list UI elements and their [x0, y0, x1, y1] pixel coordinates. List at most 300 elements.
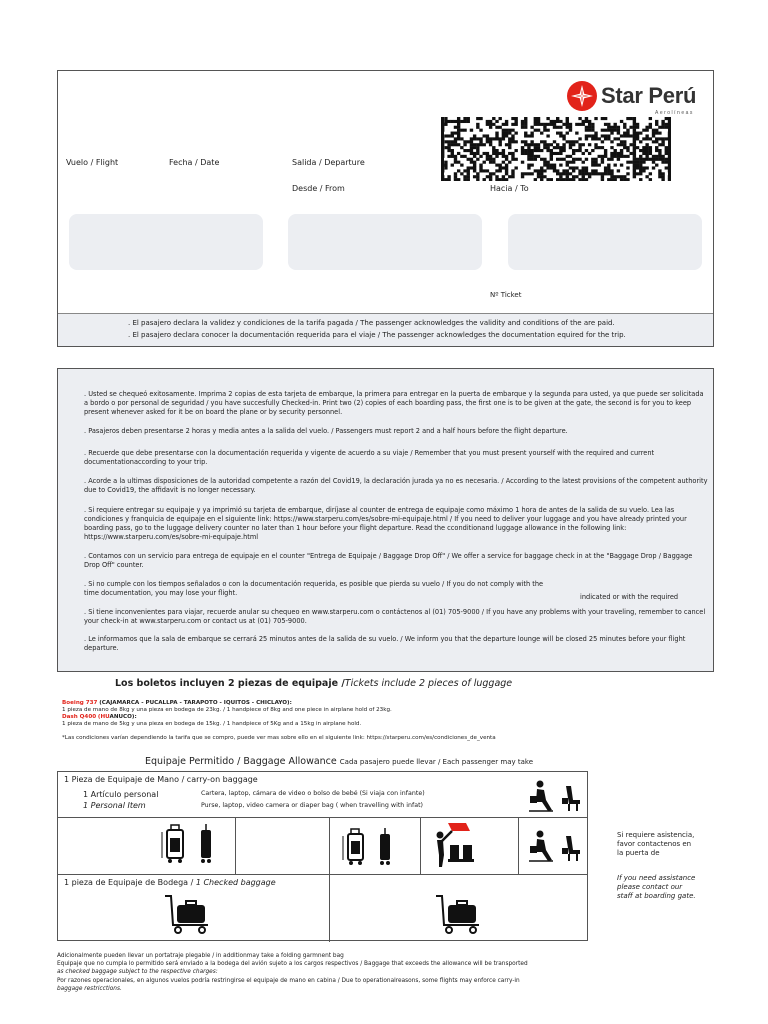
barcode-module	[546, 164, 549, 167]
barcode-module	[633, 161, 636, 164]
barcode-module	[566, 169, 569, 172]
barcode-module	[486, 134, 489, 137]
barcode-module	[594, 137, 597, 140]
barcode-module	[508, 152, 511, 155]
barcode-module	[543, 164, 546, 167]
barcode-module	[661, 172, 664, 175]
barcode-module	[489, 120, 492, 123]
barcode-module	[585, 126, 588, 129]
barcode-module	[495, 152, 498, 155]
barcode-module	[636, 166, 639, 169]
barcode-module	[511, 129, 514, 132]
barcode-module	[505, 158, 508, 161]
barcode-module	[463, 140, 466, 143]
barcode-module	[546, 149, 549, 152]
barcode-module	[546, 178, 549, 181]
barcode-module	[620, 155, 623, 158]
barcode-module	[502, 134, 505, 137]
barcode-module	[626, 172, 629, 175]
barcode-module	[524, 152, 527, 155]
barcode-module	[604, 117, 607, 120]
to-label: Hacia / To	[490, 184, 529, 193]
barcode-module	[572, 149, 575, 152]
barcode-module	[642, 129, 645, 132]
barcode-module	[578, 169, 581, 172]
barcode-module	[447, 140, 450, 143]
barcode-module	[543, 129, 546, 132]
barcode-module	[467, 166, 470, 169]
barcode-module	[444, 140, 447, 143]
barcode-module	[540, 169, 543, 172]
barcode-module	[463, 120, 466, 123]
barcode-module	[617, 158, 620, 161]
barcode-module	[594, 169, 597, 172]
barcode-module	[492, 117, 495, 120]
overhead-bin-icon	[430, 821, 480, 869]
barcode-module	[604, 134, 607, 137]
barcode-module	[556, 143, 559, 146]
barcode-module	[566, 172, 569, 175]
barcode-module	[607, 126, 610, 129]
barcode-module	[661, 155, 664, 158]
barcode-module	[645, 137, 648, 140]
barcode-module	[636, 164, 639, 167]
barcode-module	[511, 152, 514, 155]
barcode-module	[594, 158, 597, 161]
table-divider	[58, 874, 587, 875]
barcode-module	[537, 143, 540, 146]
barcode-module	[629, 126, 632, 129]
barcode-module	[610, 169, 613, 172]
barcode-image	[441, 117, 671, 181]
barcode-module	[633, 120, 636, 123]
barcode-module	[527, 172, 530, 175]
barcode-module	[492, 149, 495, 152]
barcode-module	[476, 137, 479, 140]
barcode-module	[566, 120, 569, 123]
barcode-module	[665, 146, 668, 149]
barcode-module	[553, 140, 556, 143]
barcode-module	[514, 158, 517, 161]
barcode-module	[655, 129, 658, 132]
barcode-module	[447, 143, 450, 146]
barcode-module	[553, 146, 556, 149]
barcode-module	[508, 129, 511, 132]
barcode-module	[543, 161, 546, 164]
barcode-module	[639, 178, 642, 181]
barcode-module	[636, 146, 639, 149]
barcode-module	[578, 143, 581, 146]
barcode-module	[521, 140, 524, 143]
barcode-module	[582, 143, 585, 146]
barcode-module	[483, 178, 486, 181]
barcode-module	[511, 134, 514, 137]
barcode-module	[620, 120, 623, 123]
barcode-module	[585, 149, 588, 152]
barcode-module	[499, 152, 502, 155]
barcode-module	[444, 123, 447, 126]
barcode-module	[486, 123, 489, 126]
barcode-module	[479, 143, 482, 146]
barcode-module	[569, 166, 572, 169]
barcode-module	[626, 132, 629, 135]
barcode-module	[543, 123, 546, 126]
barcode-module	[620, 149, 623, 152]
barcode-module	[626, 161, 629, 164]
barcode-module	[623, 132, 626, 135]
barcode-module	[540, 172, 543, 175]
barcode-module	[585, 129, 588, 132]
barcode-module	[524, 143, 527, 146]
barcode-module	[658, 152, 661, 155]
personal-item-es: 1 Artículo personal	[83, 790, 159, 799]
barcode-module	[610, 146, 613, 149]
barcode-module	[566, 155, 569, 158]
info-item-7: . Si no cumple con los tiempos señalados o con la documentación requerida, es posible que pierda su vuelo / If you do not comply with the time documentation, you may lose your flight.	[84, 580, 544, 597]
barcode-module	[540, 123, 543, 126]
dash-allowance: 1 pieza de mano de 5kg y una pieza en bodega de 15kg. / 1 handpiece of 5Kg and a 15kg in airplane hold.	[62, 721, 362, 727]
barcode-module	[511, 172, 514, 175]
barcode-module	[451, 149, 454, 152]
barcode-module	[562, 143, 565, 146]
barcode-module	[649, 152, 652, 155]
barcode-module	[479, 169, 482, 172]
info-item-3: . Recuerde que debe presentarse con la documentación requerida y vigente de acuerdo a su viaje / Remember that you must present yourself with the required and current documentationaccording to your trip.	[84, 449, 655, 466]
barcode-module	[537, 117, 540, 120]
barcode-module	[661, 137, 664, 140]
barcode-module	[620, 175, 623, 178]
barcode-module	[598, 172, 601, 175]
barcode-module	[649, 158, 652, 161]
barcode-module	[566, 132, 569, 135]
barcode-module	[470, 152, 473, 155]
barcode-module	[556, 158, 559, 161]
barcode-module	[633, 137, 636, 140]
barcode-module	[575, 175, 578, 178]
passenger-bag-under-seat-icon	[528, 830, 554, 862]
barcode-module	[530, 164, 533, 167]
barcode-module	[578, 123, 581, 126]
barcode-module	[588, 143, 591, 146]
barcode-module	[467, 175, 470, 178]
barcode-module	[470, 149, 473, 152]
barcode-module	[540, 132, 543, 135]
barcode-module	[508, 137, 511, 140]
barcode-module	[601, 178, 604, 181]
barcode-module	[502, 175, 505, 178]
barcode-module	[479, 155, 482, 158]
barcode-module	[559, 152, 562, 155]
barcode-module	[495, 132, 498, 135]
barcode-module	[655, 146, 658, 149]
baggage-table	[57, 771, 588, 941]
barcode-module	[470, 137, 473, 140]
barcode-module	[476, 158, 479, 161]
barcode-module	[521, 146, 524, 149]
barcode-module	[588, 129, 591, 132]
ticket-footer	[58, 313, 713, 346]
barcode-module	[502, 178, 505, 181]
barcode-module	[495, 137, 498, 140]
barcode-module	[623, 178, 626, 181]
barcode-module	[511, 155, 514, 158]
barcode-module	[556, 172, 559, 175]
barcode-module	[553, 164, 556, 167]
barcode-module	[601, 117, 604, 120]
barcode-module	[562, 172, 565, 175]
barcode-module	[511, 175, 514, 178]
barcode-module	[463, 169, 466, 172]
barcode-module	[562, 137, 565, 140]
barcode-module	[617, 152, 620, 155]
barcode-module	[457, 132, 460, 135]
barcode-module	[658, 158, 661, 161]
barcode-module	[476, 172, 479, 175]
barcode-module	[566, 175, 569, 178]
barcode-module	[665, 137, 668, 140]
barcode-module	[661, 140, 664, 143]
barcode-module	[489, 175, 492, 178]
barcode-module	[601, 134, 604, 137]
barcode-module	[559, 134, 562, 137]
barcode-module	[591, 149, 594, 152]
barcode-module	[626, 149, 629, 152]
barcode-module	[569, 178, 572, 181]
barcode-module	[582, 166, 585, 169]
barcode-module	[460, 172, 463, 175]
barcode-module	[534, 155, 537, 158]
barcode-module	[620, 143, 623, 146]
barcode-module	[610, 126, 613, 129]
date-label: Fecha / Date	[169, 158, 220, 167]
barcode-module	[559, 149, 562, 152]
barcode-module	[645, 129, 648, 132]
barcode-module	[537, 149, 540, 152]
barcode-module	[540, 175, 543, 178]
barcode-module	[457, 161, 460, 164]
barcode-module	[537, 129, 540, 132]
barcode-module	[559, 172, 562, 175]
barcode-module	[607, 137, 610, 140]
barcode-module	[614, 178, 617, 181]
barcode-module	[534, 120, 537, 123]
barcode-module	[569, 155, 572, 158]
barcode-module	[559, 178, 562, 181]
barcode-module	[486, 175, 489, 178]
assistance-note-es: Si requiere asistencia, favor contactenos en la puerta de	[617, 831, 695, 857]
barcode-module	[550, 155, 553, 158]
barcode-module	[473, 166, 476, 169]
barcode-module	[543, 146, 546, 149]
barcode-module	[604, 123, 607, 126]
barcode-module	[604, 155, 607, 158]
barcode-module	[562, 146, 565, 149]
barcode-module	[467, 120, 470, 123]
barcode-module	[572, 178, 575, 181]
barcode-module	[661, 158, 664, 161]
barcode-module	[534, 149, 537, 152]
barcode-module	[559, 132, 562, 135]
barcode-module	[546, 134, 549, 137]
barcode-module	[556, 117, 559, 120]
barcode-module	[454, 172, 457, 175]
barcode-module	[514, 120, 517, 123]
barcode-module	[537, 120, 540, 123]
barcode-module	[572, 161, 575, 164]
barcode-module	[591, 126, 594, 129]
barcode-module	[476, 149, 479, 152]
barcode-module	[476, 178, 479, 181]
barcode-module	[655, 155, 658, 158]
barcode-module	[658, 132, 661, 135]
barcode-module	[569, 143, 572, 146]
barcode-module	[607, 164, 610, 167]
barcode-module	[591, 123, 594, 126]
barcode-module	[444, 166, 447, 169]
barcode-module	[502, 152, 505, 155]
barcode-module	[543, 143, 546, 146]
barcode-module	[623, 143, 626, 146]
barcode-module	[559, 126, 562, 129]
barcode-module	[607, 178, 610, 181]
barcode-module	[521, 123, 524, 126]
barcode-module	[489, 155, 492, 158]
barcode-module	[540, 158, 543, 161]
bottom-note: as checked baggage subject to the respective charges:	[57, 969, 218, 976]
barcode-module	[444, 164, 447, 167]
barcode-module	[585, 178, 588, 181]
footer-line-2: . El pasajero declara conocer la documentación requerida para el viaje / The passenger acknowledges the documentation equired for the trip.	[128, 331, 626, 339]
barcode-module	[617, 143, 620, 146]
barcode-module	[486, 140, 489, 143]
barcode-module	[642, 161, 645, 164]
barcode-module	[614, 129, 617, 132]
conditions-note: *Las condiciones varían dependiendo la tarifa que se compro, puede ver mas sobre ello en el siguiente link: https://starperu.com/es/condiciones_de_venta	[62, 735, 496, 741]
barcode-module	[639, 158, 642, 161]
barcode-module	[550, 158, 553, 161]
barcode-module	[610, 155, 613, 158]
barcode-module	[489, 143, 492, 146]
barcode-module	[543, 140, 546, 143]
barcode-module	[527, 149, 530, 152]
barcode-module	[451, 134, 454, 137]
barcode-module	[610, 140, 613, 143]
barcode-module	[566, 140, 569, 143]
personal-desc-en: Purse, laptop, video camera or diaper bag ( when travelling with infat)	[201, 802, 424, 809]
barcode-module	[524, 123, 527, 126]
barcode-module	[617, 132, 620, 135]
barcode-module	[556, 169, 559, 172]
barcode-module	[492, 137, 495, 140]
barcode-module	[629, 134, 632, 137]
barcode-module	[502, 137, 505, 140]
barcode-module	[546, 146, 549, 149]
barcode-module	[530, 152, 533, 155]
barcode-module	[505, 134, 508, 137]
barcode-module	[655, 137, 658, 140]
barcode-module	[633, 117, 636, 120]
barcode-module	[569, 123, 572, 126]
barcode-module	[655, 132, 658, 135]
barcode-module	[495, 134, 498, 137]
barcode-module	[614, 126, 617, 129]
barcode-module	[483, 161, 486, 164]
barcode-module	[505, 172, 508, 175]
barcode-module	[566, 123, 569, 126]
ticket-number-label: Nº Ticket	[490, 291, 522, 299]
barcode-module	[495, 175, 498, 178]
barcode-module	[540, 166, 543, 169]
personal-item-en: 1 Personal Item	[83, 801, 146, 810]
barcode-module	[604, 149, 607, 152]
barcode-module	[454, 126, 457, 129]
barcode-module	[614, 164, 617, 167]
departure-label: Salida / Departure	[292, 158, 365, 167]
barcode-module	[604, 129, 607, 132]
barcode-module	[489, 158, 492, 161]
barcode-module	[655, 123, 658, 126]
barcode-module	[665, 161, 668, 164]
barcode-module	[566, 161, 569, 164]
barcode-module	[594, 161, 597, 164]
barcode-module	[652, 129, 655, 132]
barcode-module	[505, 164, 508, 167]
barcode-module	[585, 169, 588, 172]
barcode-module	[639, 161, 642, 164]
barcode-module	[614, 123, 617, 126]
barcode-module	[578, 178, 581, 181]
barcode-module	[463, 175, 466, 178]
barcode-module	[530, 155, 533, 158]
barcode-module	[559, 175, 562, 178]
barcode-module	[569, 140, 572, 143]
info-item-6: . Contamos con un servicio para entrega de equipaje en el counter "Entrega de Equipaje / Baggage Drop Off" / We offer a service for baggage check in at the "Baggage Drop / Baggage Drop Off" counter.	[84, 552, 693, 569]
barcode-module	[476, 143, 479, 146]
barcode-module	[550, 164, 553, 167]
barcode-module	[521, 175, 524, 178]
barcode-module	[626, 166, 629, 169]
carry-on-label: 1 Pieza de Equipaje de Mano / carry-on baggage	[64, 775, 258, 784]
barcode-module	[562, 158, 565, 161]
barcode-module	[540, 140, 543, 143]
barcode-module	[566, 117, 569, 120]
bottom-notes	[57, 952, 528, 993]
barcode-module	[524, 149, 527, 152]
barcode-module	[629, 117, 632, 120]
barcode-module	[546, 123, 549, 126]
barcode-module	[479, 166, 482, 169]
barcode-module	[460, 155, 463, 158]
barcode-module	[566, 126, 569, 129]
barcode-module	[546, 117, 549, 120]
barcode-module	[499, 169, 502, 172]
barcode-module	[447, 155, 450, 158]
barcode-module	[457, 152, 460, 155]
barcode-module	[655, 120, 658, 123]
barcode-module	[473, 169, 476, 172]
barcode-module	[588, 120, 591, 123]
barcode-module	[591, 161, 594, 164]
info-side-note: indicated or with the required	[580, 593, 679, 601]
barcode-module	[521, 152, 524, 155]
barcode-module	[479, 137, 482, 140]
barcode-module	[639, 172, 642, 175]
barcode-module	[537, 175, 540, 178]
carry-on-depth-icon	[378, 828, 392, 866]
barcode-module	[594, 117, 597, 120]
barcode-module	[495, 155, 498, 158]
barcode-module	[511, 158, 514, 161]
